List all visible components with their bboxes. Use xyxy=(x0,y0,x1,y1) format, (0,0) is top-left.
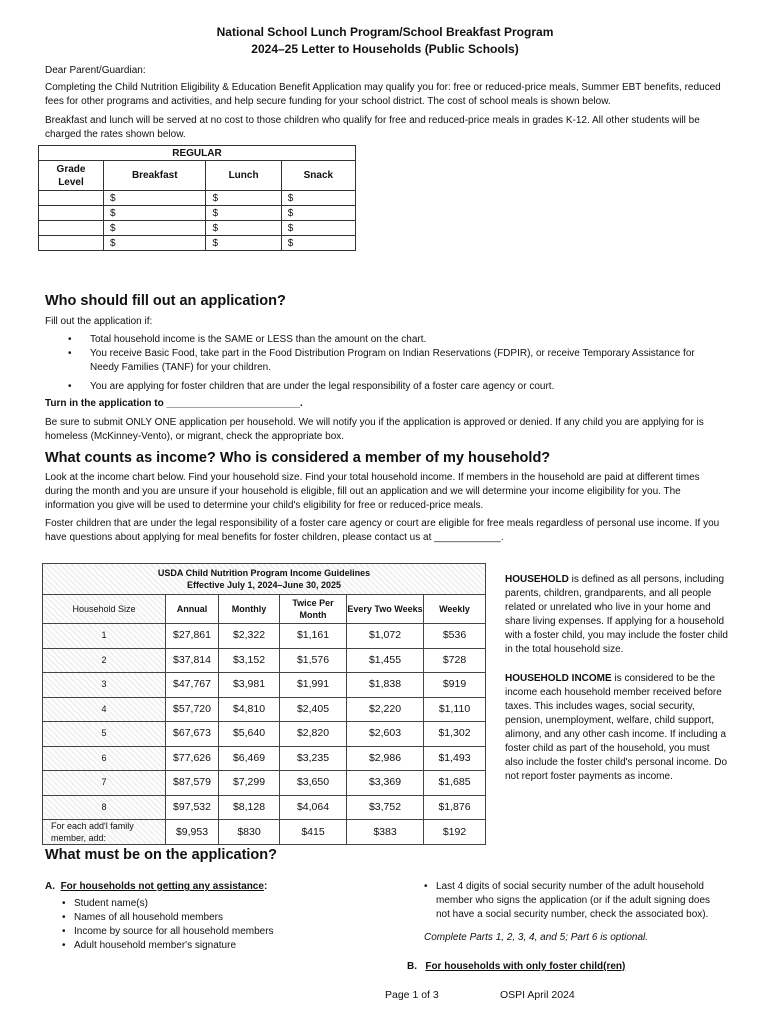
contact-blank: ____________ xyxy=(434,532,501,543)
column-header: Breakfast xyxy=(104,161,206,191)
table-cell: $ xyxy=(281,221,355,236)
section-a-heading: For households not getting any assistance xyxy=(60,881,264,892)
table-cell: $1,876 xyxy=(424,795,486,820)
section-b-heading: For households with only foster child(ren) xyxy=(425,961,626,972)
table-cell: $1,455 xyxy=(347,648,424,673)
table-row xyxy=(43,697,486,722)
table-cell: $57,720 xyxy=(166,697,219,722)
table-row xyxy=(43,820,486,845)
household-size-cell: 7 xyxy=(43,771,166,796)
regular-price-table xyxy=(38,145,356,251)
table-row xyxy=(43,722,486,747)
turn-in-blank: ________________________ xyxy=(166,398,300,409)
table-cell: $ xyxy=(104,221,206,236)
income-table-caption-line1: USDA Child Nutrition Program Income Guidelines xyxy=(157,568,371,578)
table-cell: $ xyxy=(206,206,281,221)
income-paragraph-1: Look at the income chart below. Find your household size. Find your total household income. If members in the household are paid at different times during the month and you are unsure if your household is eligible, fill out an application and we will determine your income eligibility for you. The information you give will be used to determine your child's eligibility for free or reduced-price meals. xyxy=(45,472,700,511)
table-row xyxy=(39,206,356,221)
turn-in-label: Turn in the application to xyxy=(45,398,164,409)
household-income-term: HOUSEHOLD INCOME xyxy=(505,673,612,684)
list-item: • Adult household member's signature xyxy=(62,939,362,953)
list-item: • Income by source for all household members xyxy=(62,925,362,939)
table-row xyxy=(43,624,486,649)
table-cell: $3,369 xyxy=(347,771,424,796)
table-cell: $47,767 xyxy=(166,673,219,698)
table-cell: $3,650 xyxy=(280,771,347,796)
table-cell: $ xyxy=(206,236,281,251)
table-cell: $1,110 xyxy=(424,697,486,722)
intro-paragraph-2: Breakfast and lunch will be served at no cost to those children who qualify for free and reduced-price meals in grades K-12. All other students will be charged the rates shown below. xyxy=(45,115,700,140)
table-row xyxy=(43,673,486,698)
table-cell: $77,626 xyxy=(166,746,219,771)
salutation: Dear Parent/Guardian: xyxy=(45,65,146,76)
column-header: Annual xyxy=(166,595,219,624)
table-cell: $2,820 xyxy=(280,722,347,747)
table-cell xyxy=(39,191,104,206)
table-cell: $383 xyxy=(347,820,424,845)
table-cell: $ xyxy=(104,206,206,221)
table-cell: $37,814 xyxy=(166,648,219,673)
table-cell: $1,161 xyxy=(280,624,347,649)
household-size-cell: 5 xyxy=(43,722,166,747)
income-table-caption-line2: Effective July 1, 2024–June 30, 2025 xyxy=(186,580,342,590)
section-a-label: A. xyxy=(45,881,55,892)
household-definition xyxy=(505,573,730,657)
application-section-heading: What must be on the application? xyxy=(45,847,277,863)
column-header: Weekly xyxy=(424,595,486,624)
table-cell xyxy=(39,236,104,251)
table-cell: $2,986 xyxy=(347,746,424,771)
household-size-cell: 1 xyxy=(43,624,166,649)
table-cell: $1,072 xyxy=(347,624,424,649)
table-cell: $1,302 xyxy=(424,722,486,747)
table-cell: $830 xyxy=(219,820,280,845)
section-a-title xyxy=(45,880,267,894)
table-cell: $ xyxy=(281,191,355,206)
column-header: Snack xyxy=(281,161,355,191)
table-row xyxy=(39,236,356,251)
document-title-line1: National School Lunch Program/School Breakfast Program xyxy=(216,25,554,39)
section-a-colon: : xyxy=(263,881,268,892)
household-size-cell: For each add'l family member, add: xyxy=(43,820,166,845)
table-cell: $3,981 xyxy=(219,673,280,698)
table-cell: $2,220 xyxy=(347,697,424,722)
table-cell: $ xyxy=(206,191,281,206)
table-row xyxy=(39,191,356,206)
list-item: • Names of all household members xyxy=(62,911,362,925)
household-size-cell: 4 xyxy=(43,697,166,722)
table-row xyxy=(43,771,486,796)
column-header: Household Size xyxy=(43,595,166,624)
column-header: Twice Per Month xyxy=(280,595,347,624)
household-income-definition xyxy=(505,672,730,784)
table-cell xyxy=(39,221,104,236)
column-header: Monthly xyxy=(219,595,280,624)
table-cell: $2,322 xyxy=(219,624,280,649)
table-cell: $4,810 xyxy=(219,697,280,722)
table-cell: $3,235 xyxy=(280,746,347,771)
who-section-heading: Who should fill out an application? xyxy=(45,293,286,309)
table-cell: $27,861 xyxy=(166,624,219,649)
complete-parts-note: Complete Parts 1, 2, 3, 4, and 5; Part 6 is optional. xyxy=(424,932,649,943)
household-size-cell: 6 xyxy=(43,746,166,771)
income-paragraph-2-text: Foster children that are under the legal responsibility of a foster care agency or court are eligible for free meals regardless of personal use income. If you have questions about applying for meal benefits for foster children, please contact us at xyxy=(45,518,720,543)
table-cell: $ xyxy=(281,206,355,221)
table-cell: $192 xyxy=(424,820,486,845)
table-row xyxy=(43,795,486,820)
column-header: Lunch xyxy=(206,161,281,191)
income-table-caption xyxy=(43,564,486,595)
household-size-cell: 3 xyxy=(43,673,166,698)
list-item: • Last 4 digits of social security number of the adult household member who signs the application (or if the adult signing does not have a social security number, check the associated box). xyxy=(424,880,724,922)
table-cell: $415 xyxy=(280,820,347,845)
table-cell: $2,603 xyxy=(347,722,424,747)
income-section-heading: What counts as income? Who is considered a member of my household? xyxy=(45,450,551,466)
column-header: Every Two Weeks xyxy=(347,595,424,624)
page-number: Page 1 of 3 xyxy=(385,989,439,1001)
table-cell: $7,299 xyxy=(219,771,280,796)
turn-in-end: . xyxy=(299,398,303,409)
household-size-cell: 8 xyxy=(43,795,166,820)
table-cell: $87,579 xyxy=(166,771,219,796)
table-cell: $8,128 xyxy=(219,795,280,820)
table-row xyxy=(43,746,486,771)
table-cell: $3,752 xyxy=(347,795,424,820)
intro-paragraph-1: Completing the Child Nutrition Eligibility & Education Benefit Application may qualify you for: free or reduced-price meals, Summer EBT benefits, reduced fees for other programs and activities, and help secure funding for your school district. The cost of school meals is shown below. xyxy=(45,82,721,107)
section-a-right-list xyxy=(424,880,724,922)
eligibility-list xyxy=(68,333,718,394)
table-cell: $919 xyxy=(424,673,486,698)
income-guidelines-table xyxy=(42,563,486,845)
section-a-list xyxy=(62,897,362,953)
table-cell: $97,532 xyxy=(166,795,219,820)
table-cell: $ xyxy=(281,236,355,251)
table-cell: $1,685 xyxy=(424,771,486,796)
table-cell: $1,838 xyxy=(347,673,424,698)
table-cell: $67,673 xyxy=(166,722,219,747)
list-item: • You are applying for foster children that are under the legal responsibility of a foster care agency or court. xyxy=(68,380,718,394)
table-cell: $1,991 xyxy=(280,673,347,698)
section-b-label: B. xyxy=(407,961,417,972)
household-term: HOUSEHOLD xyxy=(505,574,569,585)
list-item: • Total household income is the SAME or LESS than the amount on the chart. xyxy=(68,333,718,347)
household-size-cell: 2 xyxy=(43,648,166,673)
document-title-line2: 2024–25 Letter to Households (Public Schools) xyxy=(251,42,519,56)
income-paragraph-2-end: . xyxy=(500,532,504,543)
table-cell: $6,469 xyxy=(219,746,280,771)
household-income-definition-text: is considered to be the income each household member received before taxes. This includes wages, social security, pension, unemployment, welfare, child support, alimony, and any other cash income. If including a foster child as part of the household, you must also include the foster child's personal income. Do not report foster payments as income. xyxy=(505,673,728,782)
income-paragraph-2 xyxy=(45,517,725,545)
table-cell: $ xyxy=(104,191,206,206)
table-cell: $3,152 xyxy=(219,648,280,673)
submit-note: Be sure to submit ONLY ONE application per household. We will notify you if the application is approved or denied. If any child you are applying for is homeless (McKinney-Vento), or migrant, check the appropriate box. xyxy=(45,417,704,442)
table-cell: $2,405 xyxy=(280,697,347,722)
turn-in-line xyxy=(45,397,725,411)
regular-table-title: REGULAR xyxy=(39,146,356,161)
list-item: • Student name(s) xyxy=(62,897,362,911)
table-cell xyxy=(39,206,104,221)
table-row xyxy=(39,221,356,236)
table-cell: $1,493 xyxy=(424,746,486,771)
table-cell: $ xyxy=(206,221,281,236)
table-cell: $5,640 xyxy=(219,722,280,747)
footer-source: OSPI April 2024 xyxy=(500,989,575,1001)
column-header: Grade Level xyxy=(39,161,104,191)
table-row xyxy=(43,648,486,673)
table-cell: $9,953 xyxy=(166,820,219,845)
table-cell: $536 xyxy=(424,624,486,649)
table-cell: $4,064 xyxy=(280,795,347,820)
who-section-lead: Fill out the application if: xyxy=(45,316,153,327)
section-b-title xyxy=(407,960,625,974)
list-item: • You receive Basic Food, take part in the Food Distribution Program on Indian Reservations (FDPIR), or receive Temporary Assistance for Needy Families (TANF) for your children. xyxy=(68,347,718,375)
table-cell: $728 xyxy=(424,648,486,673)
table-cell: $ xyxy=(104,236,206,251)
household-definition-text: is defined as all persons, including parents, children, grandparents, and all people related or unrelated who live in your home and share living expenses. If applying for a household with a foster child, you may include the foster child in the total household size. xyxy=(505,574,728,655)
table-cell: $1,576 xyxy=(280,648,347,673)
